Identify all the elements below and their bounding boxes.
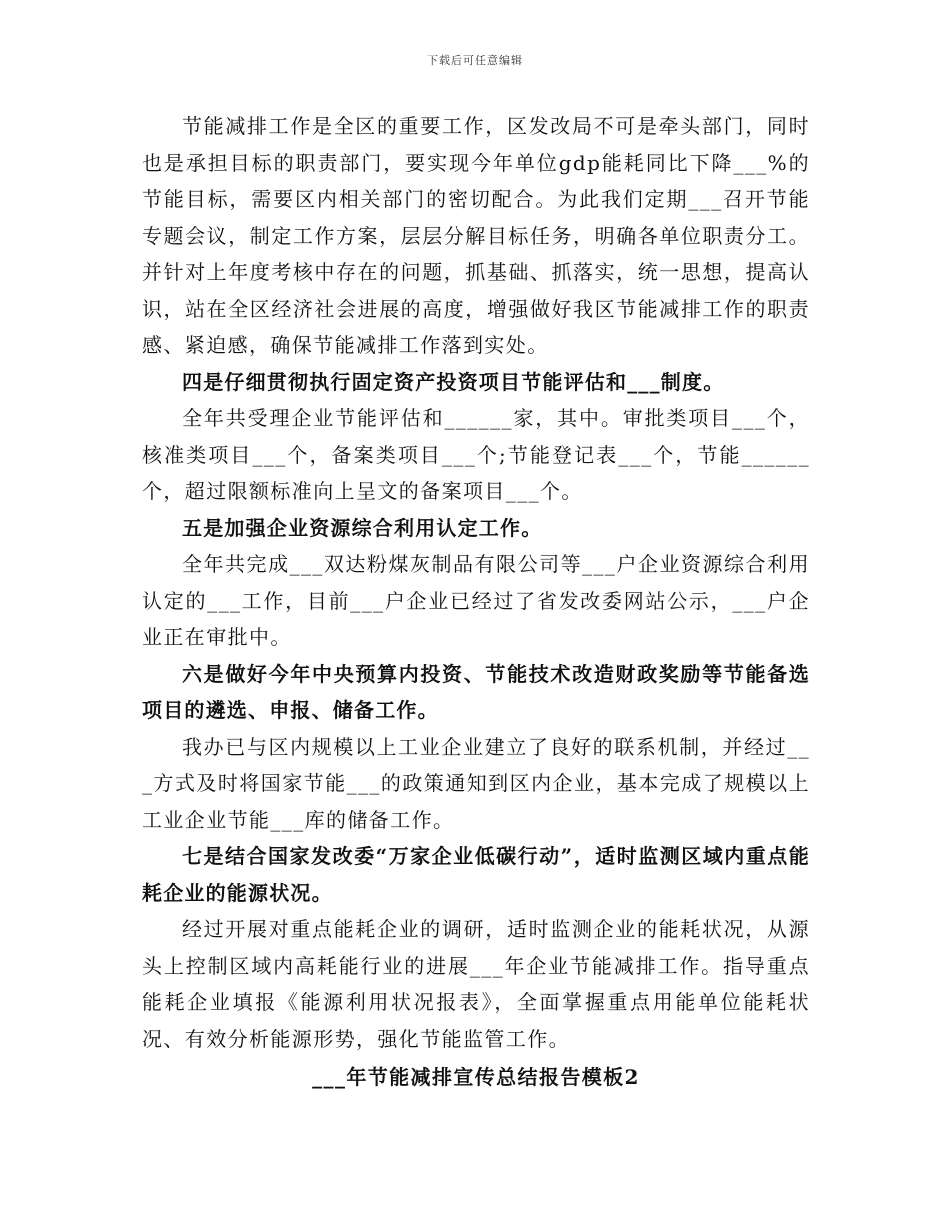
document-body	[142, 108, 810, 1096]
section-heading-5: 五是加强企业资源综合利用认定工作。	[182, 515, 543, 540]
section-heading-6: 六是做好今年中央预算内投资、节能技术改造财政奖励等节能备选项目的遴选、申报、储备工作。	[142, 661, 810, 722]
paragraph-section-5: 全年共完成___双达粉煤灰制品有限公司等___户企业资源综合利用认定的___工作，目前___户企业已经过了省发改委网站公示，___户企业正在审批中。	[142, 552, 810, 649]
section-heading-7: 七是结合国家发改委“万家企业低碳行动”，适时监测区域内重点能耗企业的能源状况。	[142, 844, 810, 905]
document-title-next: ___年节能减排宣传总结报告模板2	[312, 1065, 640, 1089]
paragraph-intro: 节能减排工作是全区的重要工作，区发改局不可是牵头部门，同时也是承担目标的职责部门，要实现今年单位gdp能耗同比下降___%的节能目标，需要区内相关部门的密切配合。为此我们定期___召开节能专题会议，制定工作方案，层层分解目标任务，明确各单位职责分工。并针对上年度考核中存在的问题，抓基础、抓落实，统一思想，提高认识，站在全区经济社会进展的高度，增强做好我区节能减排工作的职责感、紧迫感，确保节能减排工作落到实处。	[142, 114, 810, 357]
page-header-note: 下载后可任意编辑	[427, 54, 523, 67]
paragraph-section-7: 经过开展对重点能耗企业的调研，适时监测企业的能耗状况，从源头上控制区域内高耗能行业的进展___年企业节能减排工作。指导重点能耗企业填报《能源利用状况报表》，全面掌握重点用能单位能耗状况、有效分析能源形势，强化节能监管工作。	[142, 917, 810, 1051]
paragraph-section-4: 全年共受理企业节能评估和______家，其中。审批类项目___个，核准类项目___个，备案类项目___个;节能登记表___个，节能______个，超过限额标准向上呈文的备案项目___个。	[142, 406, 810, 503]
paragraph-section-6: 我办已与区内规模以上工业企业建立了良好的联系机制，并经过___方式及时将国家节能___的政策通知到区内企业，基本完成了规模以上工业企业节能___库的储备工作。	[142, 734, 810, 832]
section-heading-4: 四是仔细贯彻执行固定资产投资项目节能评估和___制度。	[182, 369, 725, 394]
